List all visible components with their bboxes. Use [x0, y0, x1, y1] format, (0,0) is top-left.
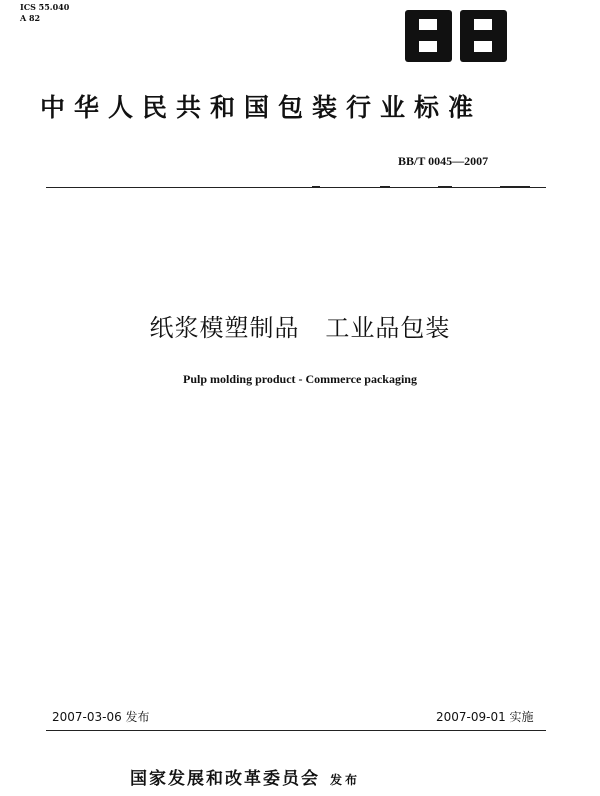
- classification-codes: [20, 2, 69, 24]
- bottom-rule: [46, 730, 546, 731]
- ccs-code: A 82: [20, 13, 41, 23]
- issuer-verb: 发布: [330, 773, 361, 787]
- bb-logo-letter-b-right: [460, 10, 507, 62]
- issuer-line: [130, 764, 360, 789]
- issuer-name: 国家发展和改革委员会: [130, 769, 320, 789]
- org-title: 中华人民共和国包装行业标准: [40, 93, 483, 122]
- ics-code: ICS 55.040: [20, 2, 70, 12]
- implementation-date: 2007-09-01 实施: [436, 710, 534, 724]
- document-title-cn: 纸浆模塑制品 工业品包装: [149, 314, 451, 342]
- bb-logo-letter-b-left: [405, 10, 452, 62]
- rule-tick: [380, 186, 390, 188]
- issue-date: 2007-03-06 发布: [52, 710, 150, 724]
- rule-tick: [500, 186, 530, 188]
- standard-number: BB/T 0045—2007: [398, 154, 489, 168]
- rule-tick: [438, 186, 452, 188]
- document-title-en: Pulp molding product - Commerce packaging: [183, 372, 417, 386]
- top-rule: [46, 187, 546, 188]
- rule-tick: [312, 186, 320, 188]
- bb-logo: [405, 10, 507, 62]
